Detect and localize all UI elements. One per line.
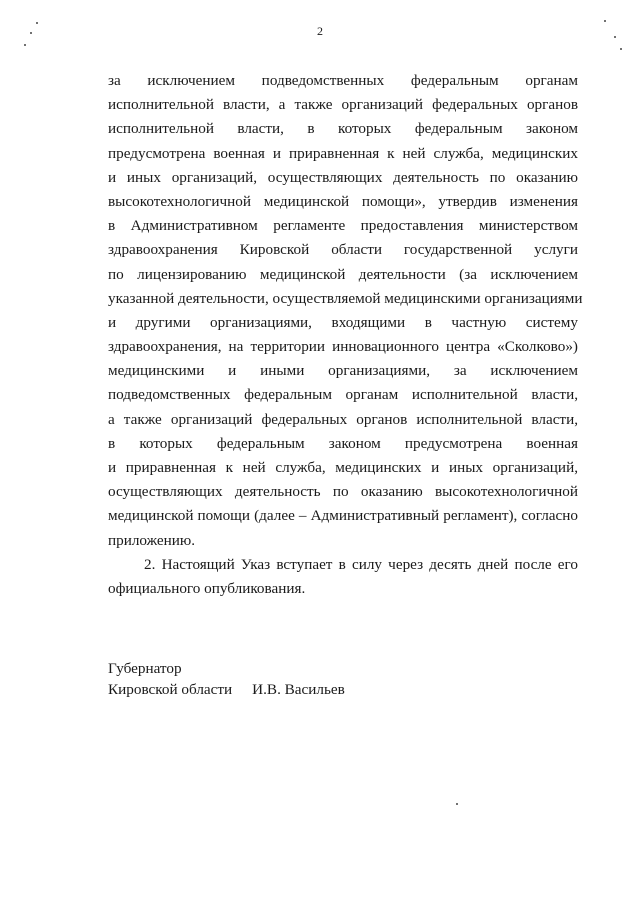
region-name: Кировской области (108, 681, 233, 698)
scan-speck (614, 36, 616, 38)
text-line: в Административном регламенте предоставления министерством (108, 217, 578, 235)
text-line: указанной деятельности, осуществляемой медицинскими организациями (108, 289, 583, 307)
text-line: за исключением подведомственных федеральным органам (108, 72, 578, 89)
text-line: подведомственных федеральным органам исполнительной власти, (108, 386, 578, 404)
signatory-title-region (108, 679, 345, 700)
scan-speck (36, 22, 38, 24)
document-body (108, 69, 583, 601)
signatory-name: И.В. Васильев (252, 681, 345, 698)
paragraph-1 (108, 69, 583, 553)
scan-speck (30, 32, 32, 34)
page-number: 2 (317, 24, 323, 38)
scan-speck (456, 803, 458, 805)
text-line: предусмотрена военная и приравненная к ней служба, медицинских (108, 144, 578, 162)
text-line: приложению. (108, 531, 196, 549)
text-line: официального опубликования. (108, 579, 306, 597)
signature-block (108, 658, 345, 700)
text-line: исполнительной власти, а также организаций федеральных органов (108, 96, 578, 114)
text-line: по лицензированию медицинской деятельности (за исключением (108, 265, 578, 283)
text-line: медицинскими и иными организациями, за исключением (108, 362, 578, 380)
text-line: а также организаций федеральных органов исполнительной власти, (108, 410, 578, 428)
text-line: и иных организаций, осуществляющих деятельность по оказанию (108, 168, 578, 186)
scan-speck (604, 20, 606, 22)
text-line: и приравненная к ней служба, медицинских и иных организаций, (108, 459, 578, 476)
text-line: 2. Настоящий Указ вступает в силу через десять дней после его (144, 555, 578, 573)
scan-speck (620, 48, 622, 50)
text-line: и другими организациями, входящими в частную систему (108, 313, 578, 331)
text-line: осуществляющих деятельность по оказанию высокотехнологичной (108, 483, 578, 501)
text-line: высокотехнологичной медицинской помощи», утвердив изменения (108, 192, 578, 210)
signatory-title: Губернатор (108, 660, 182, 677)
text-line: в которых федеральным законом предусмотрена военная (108, 434, 578, 452)
text-line: здравоохранения, на территории инновационного центра «Сколково») (108, 338, 578, 356)
paragraph-2 (108, 553, 578, 601)
text-line: медицинской помощи (далее – Административный регламент), согласно (108, 507, 578, 525)
text-line: здравоохранения Кировской области государственной услуги (108, 241, 578, 259)
scan-speck (24, 44, 26, 46)
text-line: исполнительной власти, в которых федеральным законом (108, 120, 578, 138)
